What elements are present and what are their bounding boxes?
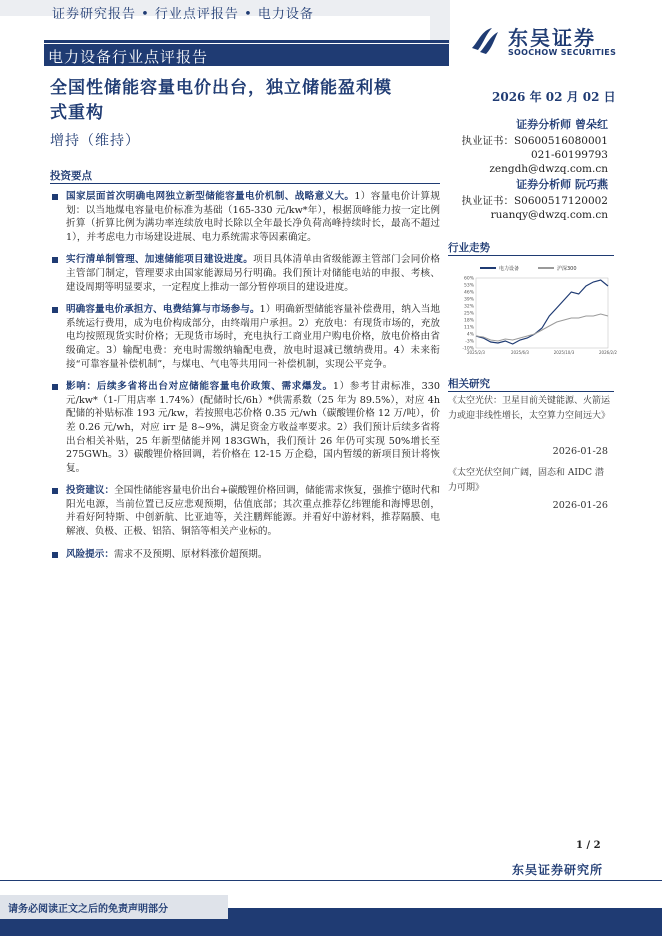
bullet-square-icon xyxy=(52,257,58,263)
legend-label: 电力设备 xyxy=(499,266,520,272)
bullet-square-icon xyxy=(52,384,58,390)
analyst-2-email[interactable]: ruanqy@dwzq.com.cn xyxy=(490,209,608,221)
key-point-item xyxy=(50,484,440,538)
section-divider xyxy=(50,183,440,184)
bullet-square-icon xyxy=(52,488,58,494)
y-tick-label: 53% xyxy=(463,283,474,289)
related-divider xyxy=(448,391,614,392)
key-point-text: 1）参考甘肃标准，330 元/kw*（1-厂用店率 1.74%）(配储时长/6h）*供需系数（25 年为 89.5%），对应 4h 配储的补贴标准 193 元/kw，若按照电芯价格 0.35 元/wh（碳酸锂价格 12 万/吨），价差 0.26 元/wh，对应 irr 是 8~9%，满足资金方收益率要求。2）我们预计后续多省将出台相关补贴，25 年新型储能并网 183GWh，我们预计 26 年仍可实现 50%增长至 275GWh。3）碳酸锂价格回调，若价格在 12-15 万企稳，国内暂缓的新项目预计将恢复。 xyxy=(66,381,440,474)
breadcrumb-text: 证券研究报告 • 行业点评报告 • 电力设备 xyxy=(52,7,314,22)
report-date: 2026 年 02 月 02 日 xyxy=(492,90,616,104)
analyst-2-cert: 执业证书：S0600517120002 xyxy=(461,195,608,207)
industry-trend-chart xyxy=(448,262,617,358)
y-tick-label: 60% xyxy=(463,276,474,282)
trend-chart-svg xyxy=(448,262,617,358)
report-type-label: 电力设备行业点评报告 xyxy=(48,48,209,66)
logo-text-cn: 东吴证券 xyxy=(508,26,596,50)
key-point-item xyxy=(50,380,440,475)
header-accent-line xyxy=(44,40,449,43)
bullet-square-icon xyxy=(52,194,58,200)
key-point-text: 需求不及预期、原材料涨价超预期。 xyxy=(113,548,268,560)
rating-label: 增持（维持） xyxy=(50,133,140,149)
analyst-1-name: 证券分析师 曾朵红 xyxy=(516,118,608,131)
key-point-heading: 影响：后续多省将出台对应储能容量电价政策、需求爆发。 xyxy=(66,381,333,393)
trend-label: 行业走势 xyxy=(448,242,490,254)
logo-text-en: SOOCHOW SECURITIES xyxy=(508,48,617,57)
analyst-1-email[interactable]: zengdh@dwzq.com.cn xyxy=(489,163,608,175)
report-title-line1: 全国性储能容量电价出台，独立储能盈利模 xyxy=(50,78,392,98)
report-title-line2: 式重构 xyxy=(50,103,104,123)
related-report-link[interactable]: 《太空光伏空间广阔，固态和 AIDC 潜力可期》 xyxy=(448,468,604,493)
page-number: 1 / 2 xyxy=(576,840,601,851)
key-point-text: 项目具体清单由省级能源主管部门会同价格主管部门制定，管理要求由国家能源局另行明确。我们预计对储能电站的申报、考核、建设周期等明显要求，一定程度上推动一部分暂停项目的建设进度。 xyxy=(66,254,441,293)
key-point-heading: 投资建议： xyxy=(66,485,115,497)
key-point-text: 全国性储能容量电价出台+碳酸锂价格回调，储能需求恢复，强推宁德时代和阳光电源，当前位置已反应悲观预期，估值底部；其次重点推荐亿纬锂能和海博思创，并看好阿特斯、中创新航、比亚迪等，关注鹏辉能源。并看好中游材料，推荐隔膜、电解液、负极、正极、铝箔、铜箔等相关产业标的。 xyxy=(66,485,440,538)
legend-label: 沪深300 xyxy=(557,266,577,272)
logo-mark-icon xyxy=(468,22,502,56)
analyst-2-name: 证券分析师 阮巧燕 xyxy=(516,178,608,191)
key-point-heading: 国家层面首次明确电网独立新型储能容量电价机制、战略意义大。 xyxy=(66,191,355,202)
footer-divider xyxy=(0,880,662,881)
key-point-item xyxy=(50,190,440,244)
series-line-0 xyxy=(476,280,608,344)
x-tick-label: 2026/2/2 xyxy=(599,350,617,355)
institute-name: 东吴证券研究所 xyxy=(512,863,604,877)
chart-plot-area xyxy=(476,278,608,348)
analyst-1-phone: 021-60199793 xyxy=(530,149,608,161)
key-point-heading: 明确容量电价承担方、电费结算与市场参与。 xyxy=(66,304,260,316)
related-report-date: 2026-01-28 xyxy=(552,446,608,457)
key-point-text: 1）明确新型储能容量补偿费用，纳入当地系统运行费用，成为电价构成部分，由终端用户承担。2）充放电：有现货市场的，充放电均按照现货实时价格；无现货市场时，充电执行工商业用户购电价格，放电价格由省级确定。3）输配电费：充电时需缴纳输配电费，放电时退减已缴纳费用。4）未来衔接“可靠容量补偿机制”，与煤电、气电等共用同一补偿机制，实现公平竞争。 xyxy=(66,304,441,370)
section-label: 投资要点 xyxy=(50,170,92,182)
x-tick-label: 2025/2/3 xyxy=(467,350,485,355)
disclaimer-bar[interactable] xyxy=(0,895,228,919)
y-tick-label: 4% xyxy=(466,332,474,338)
key-point-item xyxy=(50,548,440,562)
key-point-item xyxy=(50,303,440,371)
key-point-heading: 实行清单制管理、加速储能项目建设进度。 xyxy=(66,254,254,266)
y-tick-label: 32% xyxy=(463,304,474,310)
key-point-heading: 风险提示： xyxy=(66,548,114,560)
disclaimer-text[interactable]: 请务必阅读正文之后的免责声明部分 xyxy=(8,904,168,915)
analyst-1-cert: 执业证书：S0600516080001 xyxy=(461,135,608,147)
trend-divider xyxy=(448,255,614,256)
related-report-date: 2026-01-26 xyxy=(552,500,608,511)
bullet-square-icon xyxy=(52,552,58,558)
related-report-link[interactable]: 《太空光伏：卫星目前关键能源、火箭运力或迎非线性增长，太空算力空间远大》 xyxy=(448,396,611,421)
y-tick-label: -3% xyxy=(465,339,474,345)
x-tick-label: 2025/10/3 xyxy=(553,350,575,355)
y-tick-label: 46% xyxy=(463,290,474,296)
y-tick-label: 25% xyxy=(463,311,474,317)
x-tick-label: 2025/6/3 xyxy=(511,350,529,355)
company-logo xyxy=(468,20,618,64)
key-point-item xyxy=(50,253,440,294)
y-tick-label: 11% xyxy=(463,325,474,331)
report-title xyxy=(50,76,450,126)
y-tick-label: 39% xyxy=(463,297,474,303)
related-research-label: 相关研究 xyxy=(448,378,490,390)
key-points-list xyxy=(50,190,440,570)
y-tick-label: -10% xyxy=(462,346,474,352)
bullet-square-icon xyxy=(52,307,58,313)
report-type-bar xyxy=(44,44,449,66)
key-point-text: 1）容量电价计算规划：以当地煤电容量电价标准为基础（165-330 元/kw*年），根据顶峰能力按一定比例折算（折算比例为满功率连续放电时长除以全年最长净负荷高峰持续时长，最高不超过 1），并考虑电力市场建设进展、电力系统需求等因素确定。 xyxy=(66,191,441,243)
y-tick-label: 18% xyxy=(463,318,474,324)
